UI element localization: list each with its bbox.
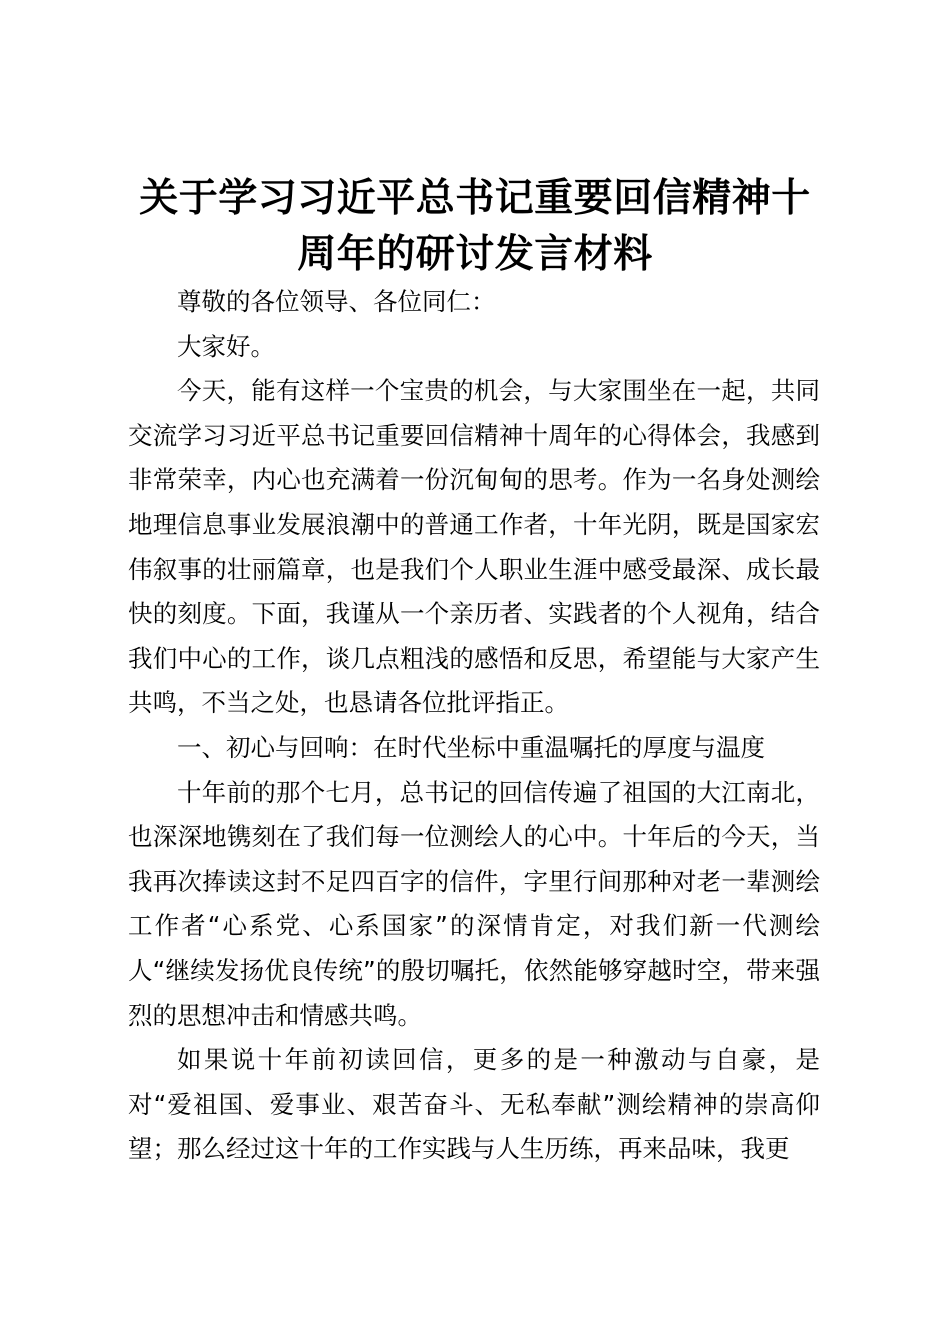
greeting: 大家好。 [177, 331, 275, 361]
title-line-1: 关于学习习近平总书记重要回信精神十 [139, 175, 811, 221]
title-line-2: 周年的研讨发言材料 [297, 231, 653, 277]
document-body [128, 280, 820, 1172]
paragraph-intro: 今天，能有这样一个宝贵的机会，与大家围坐在一起，共同交流学习习近平总书记重要回信精神十周年的心得体会，我感到非常荣幸，内心也充满着一份沉甸甸的思考。作为一名身处测绘地理信息事业发展浪潮中的普通工作者，十年光阴，既是国家宏伟叙事的壮丽篇章，也是我们个人职业生涯中感受最深、成长最快的刻度。下面，我谨从一个亲历者、实践者的个人视角，结合我们中心的工作，谈几点粗浅的感悟和反思，希望能与大家产生共鸣，不当之处，也恳请各位批评指正。 [128, 376, 820, 718]
document-title [110, 170, 840, 282]
paragraph-section-1-b: 如果说十年前初读回信，更多的是一种激动与自豪，是对“爱祖国、爱事业、艰苦奋斗、无私奉献”测绘精神的崇高仰望；那么经过这十年的工作实践与人生历练，再来品味，我更 [128, 1045, 820, 1164]
section-heading-1: 一、初心与回响：在时代坐标中重温嘱托的厚度与温度 [177, 732, 765, 762]
salutation: 尊敬的各位领导、各位同仁： [177, 287, 496, 316]
paragraph-section-1-a: 十年前的那个七月，总书记的回信传遍了祖国的大江南北，也深深地镌刻在了我们每一位测绘人的心中。十年后的今天，当我再次捧读这封不足四百字的信件，字里行间那种对老一辈测绘工作者“心系党、心系国家”的深情肯定，对我们新一代测绘人“继续发扬优良传统”的殷切嘱托，依然能够穿越时空，带来强烈的思想冲击和情感共鸣。 [128, 777, 820, 1030]
